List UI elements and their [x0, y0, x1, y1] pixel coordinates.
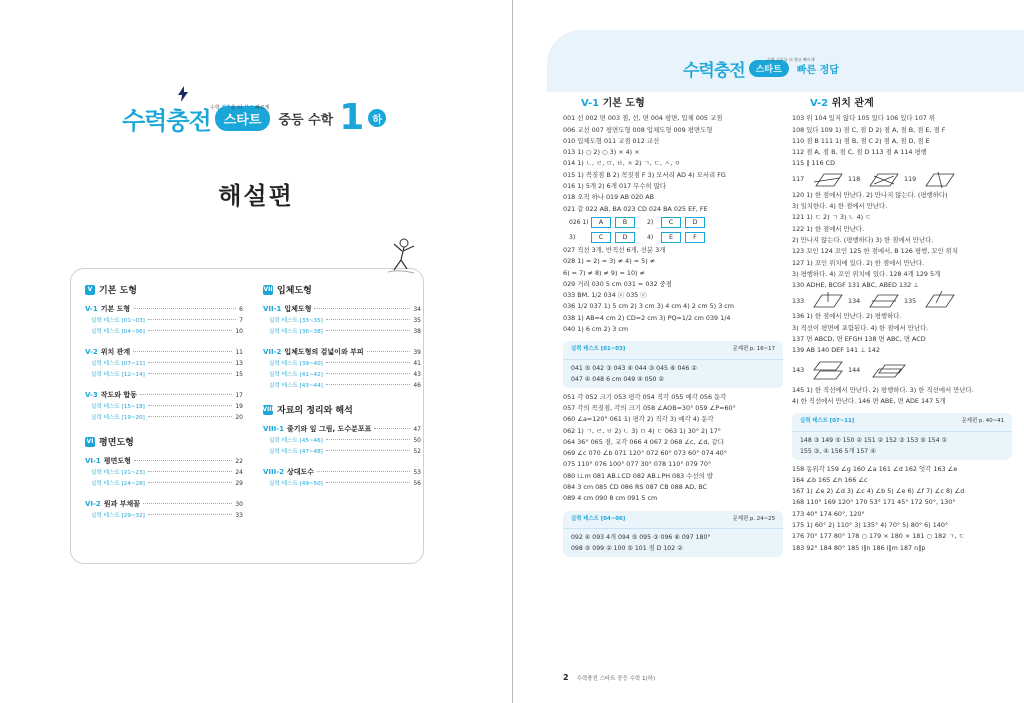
answer-line: 173 40° 174 60°, 120° — [792, 509, 865, 518]
section-heading: V-1 기본 도형 — [581, 98, 645, 109]
answer-line: 075 110° 076 100° 077 30° 078 110° 079 70° — [563, 460, 712, 469]
toc-chapter[interactable]: VIII-1 줄기와 잎 그림, 도수분포표 47 — [263, 425, 421, 433]
quick-answers-title: 빠른 정답 — [796, 65, 839, 76]
toc-subentry[interactable]: 실력 테스트 [12~14] 15 — [91, 371, 243, 378]
answer-line: 036 1/2 037 1) 5 cm 2) 3 cm 3) 4 cm 4) 2 cm 5) 3 cm — [563, 302, 735, 311]
answer-line: 098 ⑤ 099 ② 100 ⑤ 101 점 D 102 ② — [571, 544, 683, 552]
answer-line: 103 위 104 있지 않다 105 있다 106 있다 107 위 — [792, 114, 936, 123]
answers-column-1 — [563, 96, 783, 561]
answer-line: 120 1) 한 점에서 만난다. 2) 만나지 않는다. (평행하다) — [792, 190, 948, 199]
toc-subentry[interactable]: 실력 테스트 [15~18] 19 — [91, 403, 243, 410]
answer-line: 047 ④ 048 6 cm 049 ④ 050 ② — [571, 375, 664, 383]
answer-line: 139 AB 140 DEF 141 ⊥ 142 — [792, 346, 880, 355]
section-heading: V-2 위치 관계 — [810, 98, 874, 109]
grade-number: 1 — [339, 97, 365, 138]
answer-line: 069 ∠c 070 ∠b 071 120° 072 60° 073 60° 074 40° — [563, 449, 727, 458]
start-badge: 스타트 — [749, 60, 789, 77]
skill-test-box: 실력 테스트 [01~03] 문제편 p. 16~17 041 ⑤ 042 ③ 043 ④ 044 ③ 045 ⑥ 046 ② 047 ④ 048 6 cm 049 ④ 050 ② — [563, 341, 783, 387]
answer-line: 130 ADHE, BCGF 131 ABC, ABED 132 ⊥ — [792, 281, 919, 290]
toc-subentry[interactable]: 실력 테스트 [45~46] 50 — [269, 437, 421, 444]
skill-test-box: 실력 테스트 [04~06] 문제편 p. 24~25 092 ④ 093 4개 094 ⑤ 095 ③ 096 ⑥ 097 180° 098 ⑤ 099 ② 100 ⑤ 101 점 D 102 ② — [563, 511, 783, 557]
answer-line: 127 1) 꼬인 위치에 있다. 2) 한 점에서 만난다. — [792, 258, 925, 267]
answer-line: 6) = 7) ≠ 8) ≠ 9) = 10) ≠ — [563, 268, 645, 277]
toc-subentry[interactable]: 실력 테스트 [24~28] 29 — [91, 480, 243, 487]
answer-line: 062 1) ㄱ, ㄹ, ㅂ 2) ㄴ 3) ㅁ 4) ㄷ 063 1) 30° 2) 17° — [563, 426, 721, 435]
answer-line: 014 1) ㄴ, ㄹ, ㅁ, ㅂ, ㅊ 2) ㄱ, ㄷ, ㅅ, ㅇ — [563, 159, 681, 168]
start-badge: 스타트 — [215, 106, 271, 131]
answer-line: 168 110° 169 120° 170 53° 171 45° 172 50°, 130° — [792, 498, 956, 507]
answer-line: 084 3 cm 085 CD 086 RS 087 CB 088 AD, BC — [563, 483, 707, 492]
answer-box: C — [661, 217, 681, 228]
answer-line: 028 1) = 2) = 3) ≠ 4) = 5) ≠ — [563, 257, 656, 266]
answers-column-2 — [792, 96, 1012, 554]
tagline: 수학 기초를 더 쉽고 빠르게 — [210, 105, 270, 111]
answer-line: 010 입체도형 011 교점 012 교선 — [563, 136, 660, 145]
half-badge: 하 — [368, 109, 386, 127]
skill-test-box: 실력 테스트 [07~11] 문제편 p. 40~41 148 ③ 149 ⑤ 150 ② 151 ② 152 ③ 153 ⑤ 154 ① 155 ③, ④ 156 5개 157 ④ — [792, 413, 1012, 459]
lightning-icon — [178, 86, 188, 102]
answer-box: E — [661, 232, 681, 243]
answer-line: 015 1) 꼭짓점 B 2) 꼭짓점 F 3) 모서리 AD 4) 모서리 FG — [563, 170, 726, 179]
toc-part-heading: V 기본 도형 — [85, 283, 243, 296]
logo-text: 수력충전 — [683, 61, 745, 81]
figure-row-143: 143 144 — [792, 357, 1012, 385]
logo-text: 수력충전 — [122, 106, 211, 135]
answer-line: 033 BM, 1/2 034 ⓔ 035 ⓔ — [563, 291, 647, 300]
answer-line: 029 거리 030 5 cm 031 = 032 중점 — [563, 279, 672, 288]
toc-subentry[interactable]: 실력 테스트 [47~48] 52 — [269, 448, 421, 455]
toc-chapter[interactable]: VIII-2 상대도수 53 — [263, 468, 421, 476]
answer-line: 038 1) AB=4 cm 2) CD=2 cm 3) PQ=1/2 cm 039 1/4 — [563, 313, 731, 322]
plane-diagram-icon — [866, 170, 900, 190]
toc-subentry[interactable]: 실력 테스트 [36~38] 38 — [269, 328, 421, 335]
toc-subentry[interactable]: 실력 테스트 [41~42] 43 — [269, 371, 421, 378]
answer-line: 027 직선 3개, 반직선 6개, 선분 3개 — [563, 245, 666, 254]
answer-line: 121 1) ㄷ 2) ㄱ 3) ㄴ 4) ㄷ — [792, 213, 872, 222]
answer-line: 155 ③, ④ 156 5개 157 ④ — [800, 447, 876, 455]
toc-subentry[interactable]: 실력 테스트 [43~44] 46 — [269, 382, 421, 389]
toc-subentry[interactable]: 실력 테스트 [29~32] 33 — [91, 512, 243, 519]
answer-box: F — [685, 232, 705, 243]
answer-line: 060 ∠a=120° 061 1) 평각 2) 직각 3) 예각 4) 둔각 — [563, 415, 714, 424]
answer-box: B — [615, 217, 635, 228]
header-tagline: 수학 기초를 더 쉽고 빠르게 — [767, 57, 815, 62]
answer-line: 145 1) 한 직선에서 만난다. 2) 평행하다. 3) 한 직선에서 만난다. — [792, 385, 974, 394]
answer-line: 080 l⊥m 081 AB⊥CD 082 AB⊥PH 083 수선의 발 — [563, 471, 713, 480]
plane-diagram-icon — [922, 170, 956, 190]
plane-diagram-icon — [810, 291, 844, 311]
toc-subentry[interactable]: 실력 테스트 [01~03] 7 — [91, 317, 243, 324]
answer-line: 089 4 cm 090 8 cm 091 5 cm — [563, 494, 658, 503]
answer-line: 051 각 052 크기 053 평각 054 직각 055 예각 056 둔각 — [563, 392, 727, 401]
answer-line: 167 1) ∠e 2) ∠d 3) ∠c 4) ∠b 5) ∠e 6) ∠f 7) ∠c 8) ∠d — [792, 487, 965, 496]
answer-line: 175 1) 60° 2) 110° 3) 135° 4) 70° 5) 80° 6) 140° — [792, 521, 949, 530]
figure-row-117: 117 118 119 — [792, 170, 1012, 190]
answer-line: 3) 일치한다. 4) 한 점에서 만난다. — [792, 202, 888, 211]
answer-line: 115 ∥ 116 CD — [792, 159, 836, 168]
toc-chapter[interactable]: V-2 위치 관계 11 — [85, 348, 243, 356]
toc-subentry[interactable]: 실력 테스트 [04~06] 10 — [91, 328, 243, 335]
answer-line: 016 1) 5개 2) 6개 017 무수히 많다 — [563, 182, 667, 191]
toc-subentry[interactable]: 실력 테스트 [21~23] 24 — [91, 469, 243, 476]
toc-part-heading: VIII 자료의 정리와 해석 — [262, 406, 353, 416]
answer-line: 013 1) ○ 2) ○ 3) × 4) × — [563, 148, 640, 157]
table-of-contents — [70, 268, 424, 564]
answer-box: A — [591, 217, 611, 228]
cheering-figure-icon — [374, 236, 420, 276]
answer-line: 176 70° 177 80° 178 ○ 179 × 180 × 181 ○ 182 ㄱ, ㄷ — [792, 532, 965, 541]
page-title: 해설편 — [218, 182, 294, 210]
answer-line: 3) 평행하다. 4) 꼬인 위치에 있다. 128 4개 129 5개 — [792, 269, 941, 278]
figure-row-133: 133 134 135 — [792, 291, 1012, 311]
answer-line: 148 ③ 149 ⑤ 150 ② 151 ② 152 ③ 153 ⑤ 154 ① — [800, 436, 948, 444]
answer-line: 112 점 A, 점 B, 점 C, 점 D 113 점 A 114 평행 — [792, 148, 927, 157]
answer-boxes-row-2: 3) C D 4) E F — [563, 230, 783, 245]
toc-chapter[interactable]: VII-2 입체도형의 겉넓이와 부피 39 — [263, 348, 421, 356]
answer-line: 137 면 ABCD, 면 EFGH 138 면 ABC, 면 ACD — [792, 335, 926, 344]
toc-subentry[interactable]: 실력 테스트 [07~11] 13 — [91, 360, 243, 367]
answer-line: 041 ⑤ 042 ③ 043 ④ 044 ③ 045 ⑥ 046 ② — [571, 364, 697, 372]
answer-line: 092 ④ 093 4개 094 ⑤ 095 ③ 096 ⑥ 097 180° — [571, 533, 711, 541]
answer-boxes-row-1: 026 1) A B 2) C D — [563, 215, 783, 230]
answer-line: 164 ∠b 165 ∠h 166 ∠c — [792, 475, 868, 484]
toc-chapter[interactable]: VII-1 입체도형 34 — [263, 305, 421, 313]
toc-chapter[interactable]: VI-1 평면도형 22 — [85, 457, 243, 465]
answer-line: 064 36° 065 점, 교각 066 4 067 2 068 ∠c, ∠d, 같다 — [563, 437, 724, 446]
plane-diagram-icon — [810, 361, 844, 381]
answer-line: 136 1) 한 점에서 만난다. 2) 평행하다. — [792, 312, 902, 321]
toc-column-2 — [263, 283, 421, 489]
answer-line: 018 오직 하나 019 AB 020 AB — [563, 193, 654, 202]
answers-header — [683, 56, 839, 81]
toc-subentry[interactable]: 실력 테스트 [19~20] 20 — [91, 414, 243, 421]
answer-line: 183 92° 184 80° 185 l∥n 186 l∥m 187 n∥p — [792, 543, 926, 552]
toc-subentry[interactable]: 실력 테스트 [49~50] 56 — [269, 480, 421, 487]
answer-line: 122 1) 한 점에서 만난다. — [792, 224, 865, 233]
toc-chapter[interactable]: V-1 기본 도형 6 — [85, 305, 243, 313]
toc-part-heading: VI 평면도형 — [86, 438, 134, 448]
answer-line: 2) 만나지 않는다. (평행하다) 3) 한 점에서 만난다. — [792, 235, 934, 244]
answer-line: 021 같 022 AB, BA 023 CD 024 BA 025 EF, FE — [563, 204, 708, 213]
right-page — [512, 0, 1024, 703]
answer-box: D — [615, 232, 635, 243]
answer-line: 001 선 002 면 003 점, 선, 면 004 평면, 입체 005 교점 — [563, 114, 723, 123]
answer-line: 040 1) 6 cm 2) 3 cm — [563, 325, 629, 334]
page-footer: 2 수력충전 스타트 중등 수학 1(하) — [563, 673, 656, 682]
toc-column-1 — [85, 283, 243, 521]
toc-chapter[interactable]: V-3 작도와 합동 17 — [85, 391, 243, 399]
toc-chapter[interactable]: VI-2 원과 부채꼴 30 — [85, 500, 243, 508]
answer-line: 123 꼬인 124 꼬인 125 한 점에서, B 126 평행, 꼬인 위치 — [792, 247, 959, 256]
toc-part-heading: VII 입체도형 — [263, 286, 312, 296]
answer-line: 158 동위각 159 ∠g 160 ∠a 161 ∠d 162 엇각 163 ∠e — [792, 464, 958, 473]
plane-diagram-icon — [866, 291, 900, 311]
answer-line: 057 각의 꼭짓점, 각의 크기 058 ∠AOB=30° 059 ∠P=60° — [563, 403, 736, 412]
plane-diagram-icon — [922, 291, 956, 311]
answer-line: 108 있다 109 1) 점 C, 점 D 2) 점 A, 점 B, 점 E, 점 F — [792, 125, 946, 134]
plane-diagram-icon — [810, 170, 844, 190]
answer-line: 4) 한 직선에서 만난다. 146 면 ABE, 면 ADE 147 5개 — [792, 396, 946, 405]
answer-box: C — [591, 232, 611, 243]
plane-diagram-icon — [866, 361, 910, 381]
toc-subentry[interactable]: 실력 테스트 [39~40] 41 — [269, 360, 421, 367]
answer-line: 110 점 B 111 1) 점 B, 점 C 2) 점 A, 점 D, 점 E — [792, 136, 930, 145]
toc-subentry[interactable]: 실력 테스트 [33~35] 35 — [269, 317, 421, 324]
subject-label: 중등 수학 — [278, 112, 334, 128]
answer-box: D — [685, 217, 705, 228]
answer-line: 3) 직선이 평면에 포함된다. 4) 한 점에서 만난다. — [792, 323, 929, 332]
answer-line: 006 교선 007 평면도형 008 입체도형 009 평면도형 — [563, 125, 713, 134]
